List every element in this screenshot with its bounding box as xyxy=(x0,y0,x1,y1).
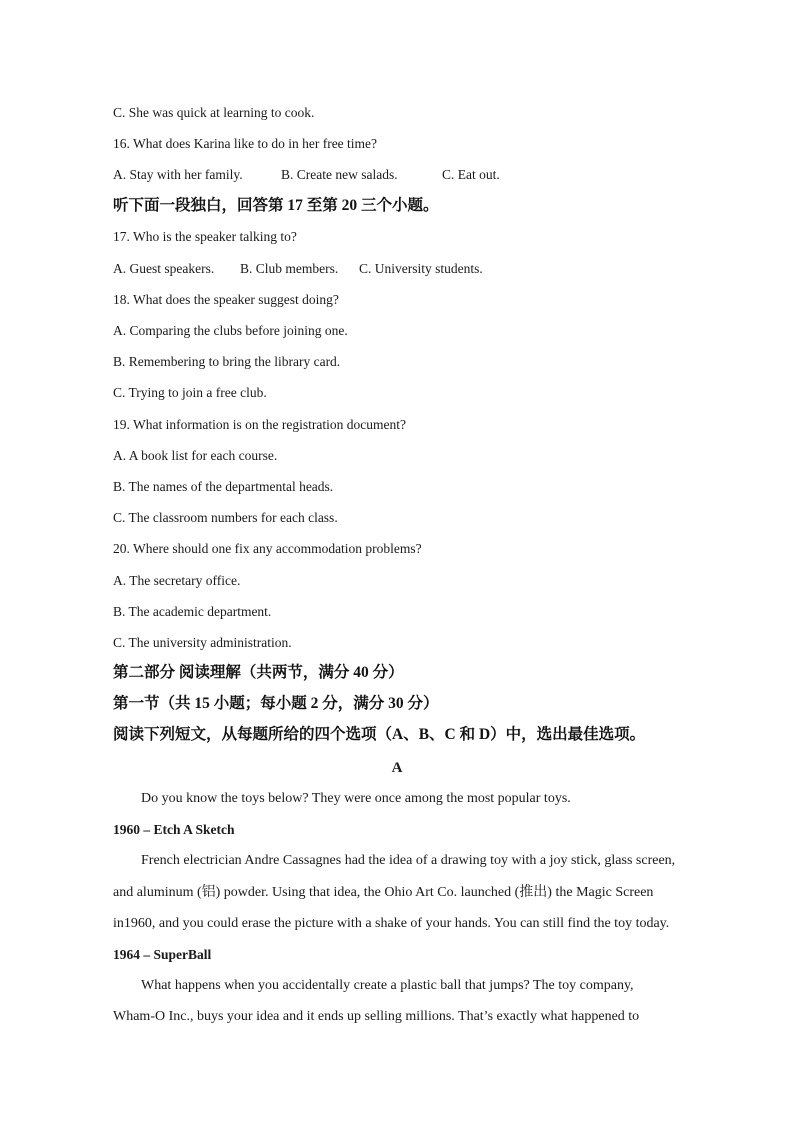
q19-option-a: A. A book list for each course. xyxy=(113,448,278,463)
toy1-line-1: French electrician Andre Cassagnes had the idea of a drawing toy with a joy stick, glass screen, xyxy=(141,853,676,868)
toy2-line-2: Wham-O Inc., buys your idea and it ends up selling millions. That’s exactly what happened to xyxy=(113,1009,640,1024)
q20-option-a: A. The secretary office. xyxy=(113,573,241,588)
q20-question: 20. Where should one fix any accommodation problems? xyxy=(113,541,422,556)
q20-option-b: B. The academic department. xyxy=(113,604,272,619)
q19-option-b: B. The names of the departmental heads. xyxy=(113,479,334,494)
q17-option-c: C. University students. xyxy=(359,261,483,276)
reading-part-title: 第二部分 阅读理解（共两节，满分 40 分） xyxy=(113,664,404,681)
toy2-heading: 1964 – SuperBall xyxy=(113,947,212,962)
toy2-line-1: What happens when you accidentally create a plastic ball that jumps? The toy company, xyxy=(141,978,634,993)
passage-label: A xyxy=(391,760,403,776)
toy1-line-2: and aluminum (铝) powder. Using that idea, the Ohio Art Co. launched (推出) the Magic Screen xyxy=(113,885,654,900)
q15-option-c: C. She was quick at learning to cook. xyxy=(113,105,315,120)
q17-option-b: B. Club members. xyxy=(240,261,339,276)
q18-option-c: C. Trying to join a free club. xyxy=(113,385,267,400)
q18-question: 18. What does the speaker suggest doing? xyxy=(113,292,339,307)
toy1-heading: 1960 – Etch A Sketch xyxy=(113,822,235,837)
q17-options xyxy=(113,260,483,278)
passage-intro: Do you know the toys below? They were once among the most popular toys. xyxy=(141,791,571,806)
q17-question: 17. Who is the speaker talking to? xyxy=(113,229,297,244)
q16-option-a: A. Stay with her family. xyxy=(113,167,243,182)
q18-option-a: A. Comparing the clubs before joining one. xyxy=(113,323,348,338)
q20-option-c: C. The university administration. xyxy=(113,635,292,650)
toy1-line-3: in1960, and you could erase the picture with a shake of your hands. You can still find the toy today. xyxy=(113,916,670,931)
listening-instruction: 听下面一段独白，回答第 17 至第 20 三个小题。 xyxy=(113,197,439,214)
q17-option-a: A. Guest speakers. xyxy=(113,261,215,276)
q16-question: 16. What does Karina like to do in her free time? xyxy=(113,136,378,151)
reading-instruction: 阅读下列短文，从每题所给的四个选项（A、B、C 和 D）中，选出最佳选项。 xyxy=(113,726,646,743)
q19-option-c: C. The classroom numbers for each class. xyxy=(113,510,338,525)
q19-question: 19. What information is on the registration document? xyxy=(113,417,406,432)
reading-section-title: 第一节（共 15 小题；每小题 2 分，满分 30 分） xyxy=(113,695,439,712)
q16-option-c: C. Eat out. xyxy=(442,167,500,182)
q16-options xyxy=(113,166,500,184)
q18-option-b: B. Remembering to bring the library card. xyxy=(113,354,341,369)
q16-option-b: B. Create new salads. xyxy=(281,167,398,182)
